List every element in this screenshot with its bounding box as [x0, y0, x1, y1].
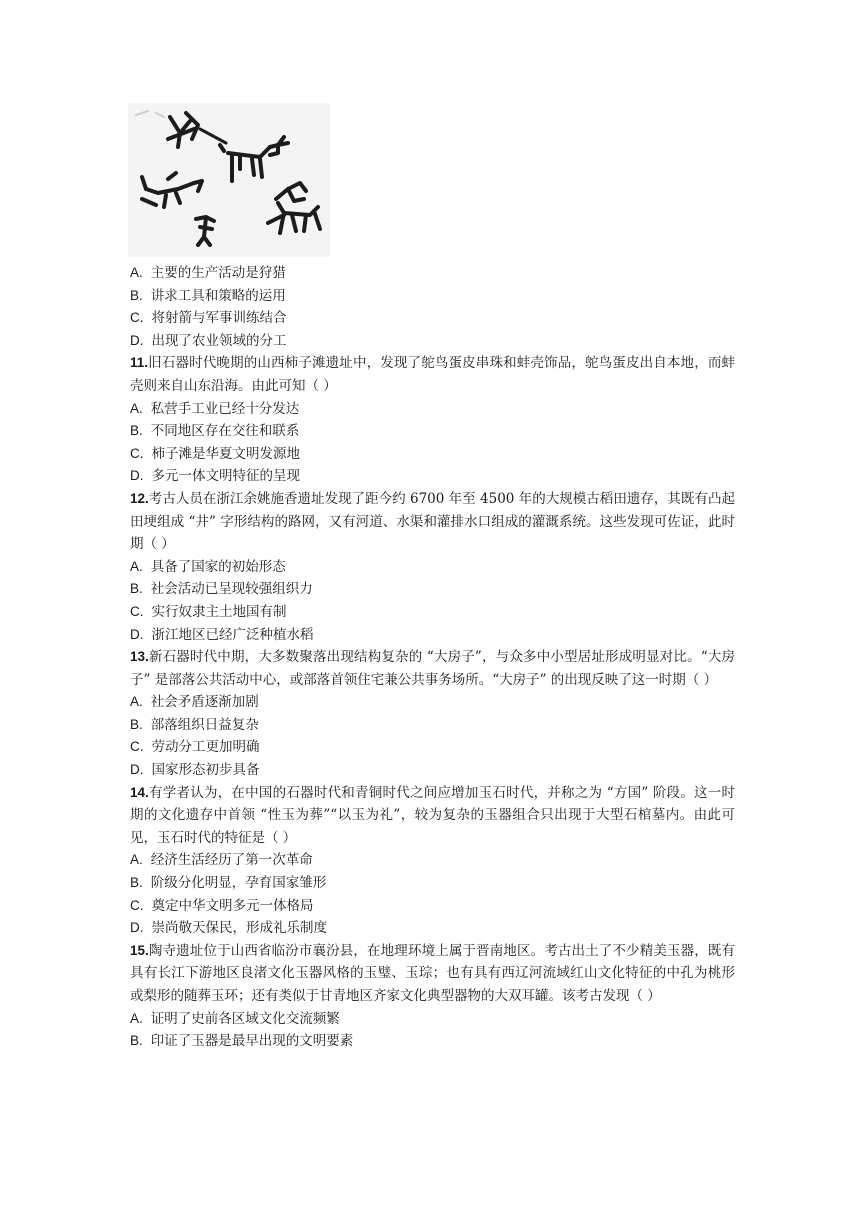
- q14-option-b: B. 阶级分化明显，孕育国家雏形: [130, 875, 327, 892]
- q13-option-d: D. 国家形态初步具备: [130, 762, 260, 779]
- q11-option-b: B. 不同地区存在交往和联系: [130, 423, 300, 440]
- question-15-stem: 15.陶寺遗址位于山西省临汾市襄汾县，在地理环境上属于晋南地区。考古出土了不少精美玉器，既有具有长江下游地区良渚文化玉器风格的玉璧、玉琮；也有具有西辽河流域红山文化特征的中孔为桃形或梨形的随葬玉环；还有类似于甘青地区齐家文化典型器物的大双耳罐。该考古发现（ ）: [130, 942, 735, 1004]
- q11-option-d: D. 多元一体文明特征的呈现: [130, 468, 300, 485]
- q10-option-c: C. 将射箭与军事训练结合: [130, 310, 287, 327]
- q12-option-c: C. 实行奴隶主土地国有制: [130, 603, 287, 620]
- q14-option-c: C. 奠定中华文明多元一体格局: [130, 897, 314, 914]
- rock-painting-hunting-icon: [128, 103, 330, 257]
- q13-option-a: A. 社会矛盾逐渐加剧: [130, 694, 259, 711]
- question-13-stem: 13.新石器时代中期，大多数聚落出现结构复杂的 “大房子”，与众多中小型居址形成明显对比。“大房子” 是部落公共活动中心，或部落首领住宅兼公共事务场所。“大房子” 的出现反映了这一时期（ ）: [130, 649, 735, 688]
- q10-option-b: B. 讲求工具和策略的运用: [130, 287, 286, 304]
- q12-option-a: A. 具备了国家的初始形态: [130, 558, 286, 575]
- q13-option-b: B. 部落组织日益复杂: [130, 716, 259, 733]
- q13-option-c: C. 劳动分工更加明确: [130, 739, 260, 756]
- question-content: [130, 262, 735, 1053]
- q15-option-b: B. 印证了玉器是最早出现的文明要素: [130, 1033, 354, 1050]
- q10-option-d: D. 出现了农业领域的分工: [130, 332, 287, 349]
- question-12-stem: 12.考古人员在浙江余姚施香遗址发现了距今约 6700 年至 4500 年的大规模古稻田遗存，其既有凸起田埂组成 “井” 字形结构的路网，又有河道、水渠和灌排水口组成的灌溉系统。这些发现可佐证，此时期（ ）: [130, 490, 735, 553]
- q14-option-d: D. 崇尚敬天保民，形成礼乐制度: [130, 920, 327, 937]
- q15-option-a: A. 证明了史前各区域文化交流频繁: [130, 1010, 340, 1027]
- q12-option-b: B. 社会活动已呈现较强组织力: [130, 581, 313, 598]
- q11-option-c: C. 柿子滩是华夏文明发源地: [130, 445, 300, 462]
- q14-option-a: A. 经济生活经历了第一次革命: [130, 852, 313, 869]
- rock-painting-figure: [128, 103, 330, 257]
- question-11-stem: 11.旧石器时代晚期的山西柿子滩遗址中，发现了鸵鸟蛋皮串珠和蚌壳饰品，鸵鸟蛋皮出自本地，而蚌壳则来自山东沿海。由此可知（ ）: [130, 355, 735, 394]
- question-14-stem: 14.有学者认为，在中国的石器时代和青铜时代之间应增加玉石时代，并称之为 “方国” 阶段。这一时期的文化遗存中首领 “性玉为葬”“以玉为礼”，较为复杂的玉器组合只出现于大型石棺墓内。由此可见，玉石时代的特征是（ ）: [130, 784, 735, 846]
- q10-option-a: A. 主要的生产活动是狩猎: [130, 265, 286, 281]
- q12-option-d: D. 浙江地区已经广泛种植水稻: [130, 626, 314, 643]
- q11-option-a: A. 私营手工业已经十分发达: [130, 400, 300, 417]
